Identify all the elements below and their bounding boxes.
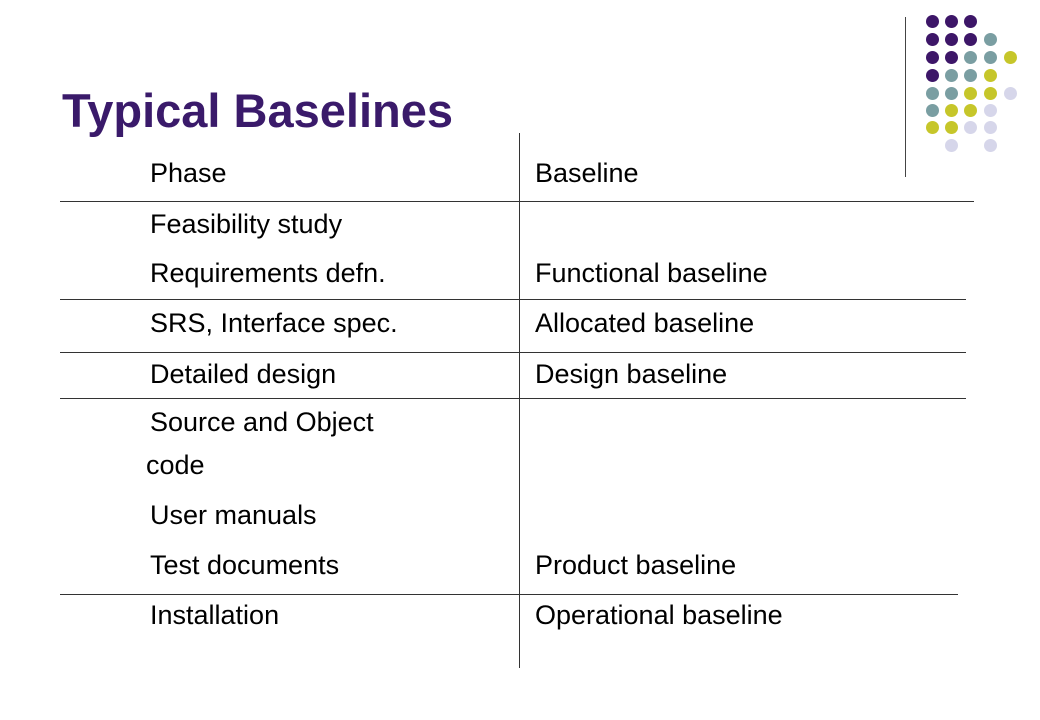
table-row-divider bbox=[60, 299, 966, 300]
decorative-dot bbox=[1004, 51, 1017, 64]
table-cell-phase: Detailed design bbox=[150, 359, 337, 389]
table-header-phase: Phase bbox=[150, 158, 227, 188]
table-cell-phase: User manuals bbox=[150, 500, 317, 530]
table-cell-phase: Test documents bbox=[150, 550, 340, 580]
decorative-dot bbox=[984, 69, 997, 82]
decorative-dot bbox=[926, 33, 939, 46]
decorative-dot bbox=[984, 51, 997, 64]
decorative-dot bbox=[926, 121, 939, 134]
decorative-dot bbox=[964, 33, 977, 46]
decorative-dot bbox=[984, 139, 997, 152]
decorative-dot bbox=[945, 121, 958, 134]
decorative-dot bbox=[964, 51, 977, 64]
table-row-divider bbox=[60, 352, 966, 353]
decorative-dot bbox=[926, 15, 939, 28]
table-row-divider bbox=[60, 398, 966, 399]
decorative-dot bbox=[926, 69, 939, 82]
decorative-dot bbox=[945, 87, 958, 100]
table-header-baseline: Baseline bbox=[535, 158, 639, 188]
decorative-dot bbox=[945, 33, 958, 46]
table-cell-phase: Source and Object bbox=[150, 407, 374, 437]
table-row-divider bbox=[60, 201, 974, 202]
table-cell-baseline: Product baseline bbox=[535, 550, 737, 580]
decorative-dot bbox=[964, 69, 977, 82]
decorative-dot bbox=[945, 69, 958, 82]
slide-title: Typical Baselines bbox=[62, 84, 453, 137]
table-column-divider bbox=[519, 133, 520, 668]
table-cell-baseline: Allocated baseline bbox=[535, 308, 755, 338]
decorative-dot bbox=[1004, 87, 1017, 100]
table-cell-baseline: Operational baseline bbox=[535, 600, 783, 630]
decorative-dot bbox=[926, 51, 939, 64]
decorative-dot bbox=[964, 87, 977, 100]
table-row-divider bbox=[60, 594, 958, 595]
table-cell-baseline: Design baseline bbox=[535, 359, 728, 389]
table-cell-phase-continued: code bbox=[146, 450, 205, 480]
table-cell-phase: Installation bbox=[150, 600, 280, 630]
decorative-dot bbox=[945, 139, 958, 152]
decorative-dot bbox=[964, 104, 977, 117]
decorative-dot bbox=[945, 104, 958, 117]
decorative-dot bbox=[984, 104, 997, 117]
table-cell-phase: Requirements defn. bbox=[150, 258, 386, 288]
decorative-dot bbox=[964, 15, 977, 28]
decorative-dot bbox=[984, 33, 997, 46]
table-cell-phase: Feasibility study bbox=[150, 209, 343, 239]
table-cell-baseline: Functional baseline bbox=[535, 258, 768, 288]
table-cell-phase: SRS, Interface spec. bbox=[150, 308, 398, 338]
decorative-vertical-line bbox=[905, 17, 906, 177]
decorative-dot bbox=[926, 104, 939, 117]
decorative-dot bbox=[984, 121, 997, 134]
decorative-dot bbox=[945, 15, 958, 28]
decorative-dot bbox=[945, 51, 958, 64]
decorative-dot bbox=[984, 87, 997, 100]
decorative-dot bbox=[964, 121, 977, 134]
decorative-dot bbox=[926, 87, 939, 100]
